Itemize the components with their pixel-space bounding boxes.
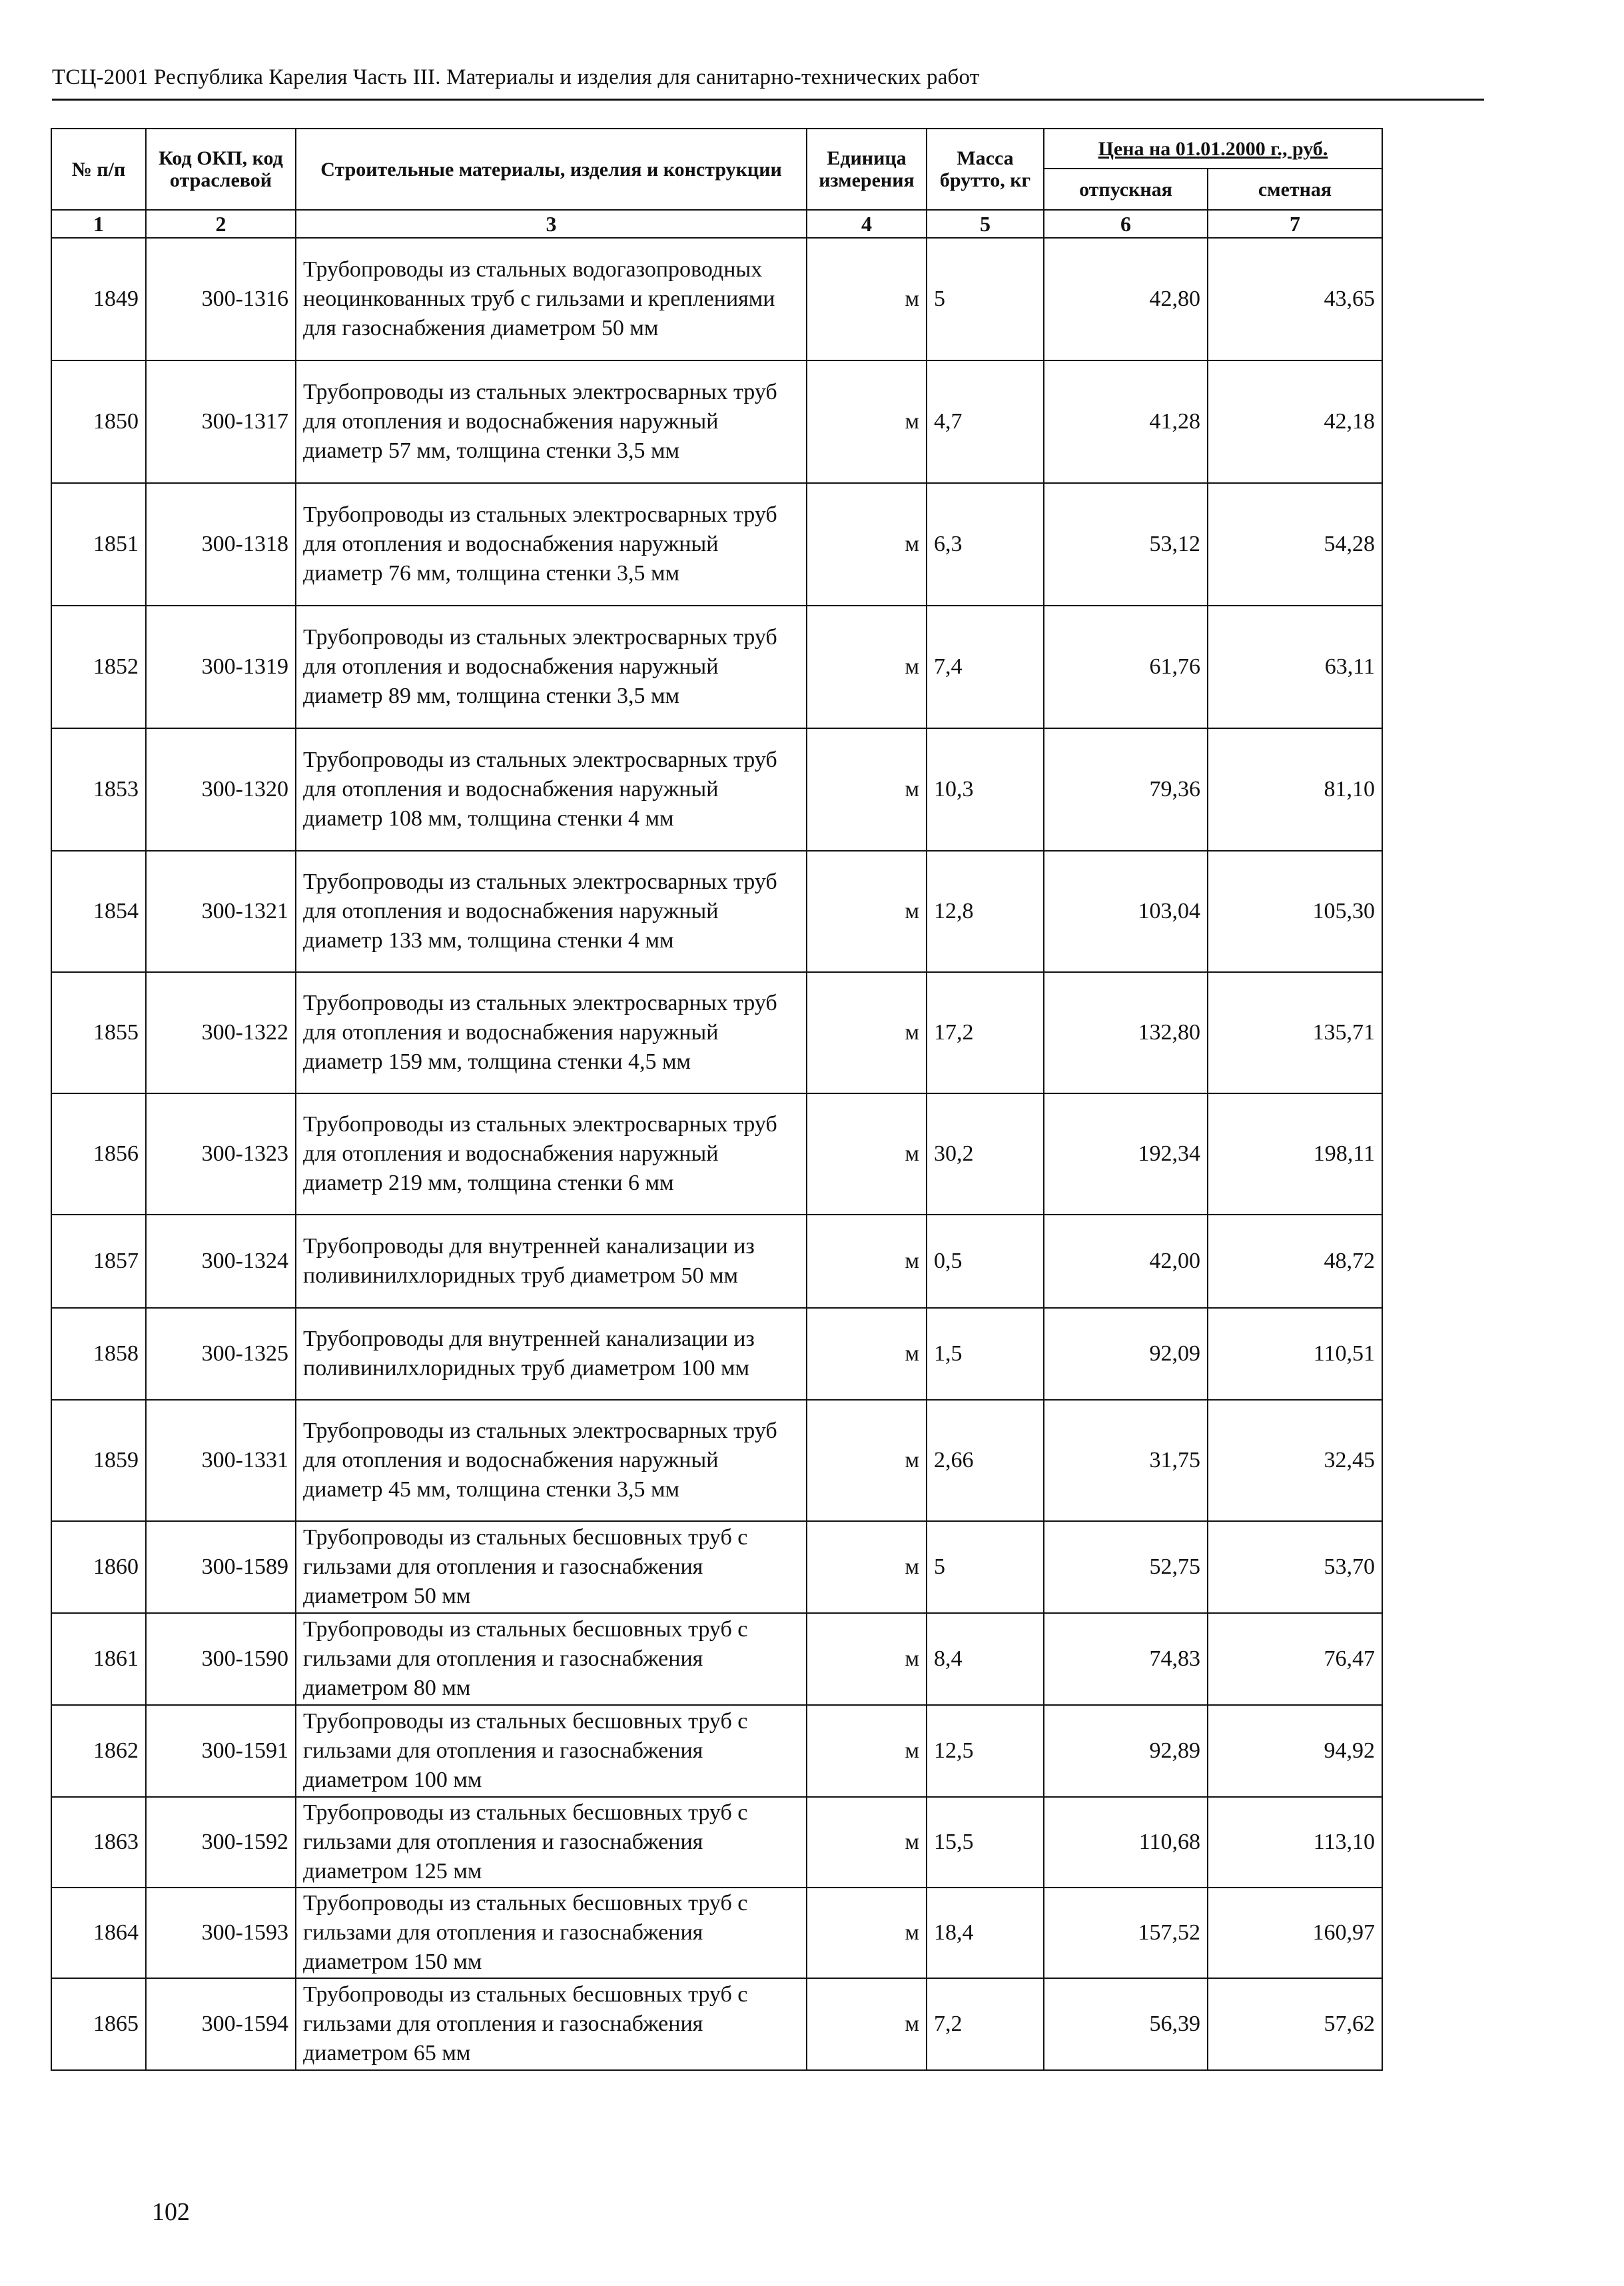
- unit-of-measure: м: [807, 1613, 927, 1705]
- unit-of-measure: м: [807, 1093, 927, 1215]
- release-price: 31,75: [1044, 1400, 1208, 1521]
- table-row: [51, 1888, 1382, 1978]
- table-row: [51, 606, 1382, 728]
- unit-of-measure: м: [807, 1215, 927, 1308]
- okp-code: 300-1594: [146, 1978, 296, 2070]
- okp-code: 300-1317: [146, 360, 296, 483]
- table-body: [51, 238, 1382, 2070]
- gross-mass: 7,2: [927, 1978, 1044, 2070]
- unit-of-measure: м: [807, 360, 927, 483]
- release-price: 74,83: [1044, 1613, 1208, 1705]
- release-price: 132,80: [1044, 972, 1208, 1093]
- material-name: Трубопроводы из стальных бесшовных труб с гильзами для отопления и газоснабжения диаметром 65 мм: [296, 1978, 807, 2070]
- gross-mass: 2,66: [927, 1400, 1044, 1521]
- release-price: 41,28: [1044, 360, 1208, 483]
- estimate-price: 57,62: [1208, 1978, 1382, 2070]
- material-name: Трубопроводы для внутренней канализации из поливинилхлоридных труб диаметром 50 мм: [296, 1215, 807, 1308]
- running-header: ТСЦ-2001 Республика Карелия Часть III. Материалы и изделия для санитарно-технических работ: [52, 65, 980, 89]
- row-number: 1857: [51, 1215, 146, 1308]
- column-number: 6: [1044, 210, 1208, 238]
- estimate-price: 54,28: [1208, 483, 1382, 606]
- release-price: 53,12: [1044, 483, 1208, 606]
- column-number-row: [51, 210, 1382, 238]
- okp-code: 300-1589: [146, 1521, 296, 1613]
- row-number: 1856: [51, 1093, 146, 1215]
- column-number: 1: [51, 210, 146, 238]
- unit-of-measure: м: [807, 972, 927, 1093]
- okp-code: 300-1590: [146, 1613, 296, 1705]
- material-name: Трубопроводы из стальных электросварных труб для отопления и водоснабжения наружный диаметр 108 мм, толщина стенки 4 мм: [296, 728, 807, 851]
- unit-of-measure: м: [807, 728, 927, 851]
- table-row: [51, 851, 1382, 972]
- release-price: 61,76: [1044, 606, 1208, 728]
- gross-mass: 30,2: [927, 1093, 1044, 1215]
- material-name: Трубопроводы из стальных бесшовных труб с гильзами для отопления и газоснабжения диаметром 100 мм: [296, 1705, 807, 1797]
- estimate-price: 63,11: [1208, 606, 1382, 728]
- material-name: Трубопроводы из стальных бесшовных труб с гильзами для отопления и газоснабжения диаметром 50 мм: [296, 1521, 807, 1613]
- row-number: 1854: [51, 851, 146, 972]
- unit-of-measure: м: [807, 851, 927, 972]
- row-number: 1855: [51, 972, 146, 1093]
- estimate-price: 94,92: [1208, 1705, 1382, 1797]
- material-name: Трубопроводы из стальных электросварных труб для отопления и водоснабжения наружный диаметр 57 мм, толщина стенки 3,5 мм: [296, 360, 807, 483]
- okp-code: 300-1325: [146, 1308, 296, 1400]
- material-name: Трубопроводы для внутренней канализации из поливинилхлоридных труб диаметром 100 мм: [296, 1308, 807, 1400]
- release-price: 42,00: [1044, 1215, 1208, 1308]
- header-release-price: отпускная: [1044, 169, 1208, 210]
- unit-of-measure: м: [807, 1705, 927, 1797]
- okp-code: 300-1592: [146, 1797, 296, 1888]
- header-unit: Единица измерения: [807, 129, 927, 210]
- okp-code: 300-1319: [146, 606, 296, 728]
- unit-of-measure: м: [807, 1978, 927, 2070]
- okp-code: 300-1322: [146, 972, 296, 1093]
- table-row: [51, 360, 1382, 483]
- row-number: 1865: [51, 1978, 146, 2070]
- material-name: Трубопроводы из стальных бесшовных труб с гильзами для отопления и газоснабжения диаметром 80 мм: [296, 1613, 807, 1705]
- release-price: 42,80: [1044, 238, 1208, 360]
- estimate-price: 113,10: [1208, 1797, 1382, 1888]
- row-number: 1861: [51, 1613, 146, 1705]
- unit-of-measure: м: [807, 1888, 927, 1978]
- estimate-price: 135,71: [1208, 972, 1382, 1093]
- header-price-group: Цена на 01.01.2000 г., руб.: [1044, 129, 1382, 169]
- gross-mass: 7,4: [927, 606, 1044, 728]
- gross-mass: 17,2: [927, 972, 1044, 1093]
- table-row: [51, 1705, 1382, 1797]
- header-code: Код ОКП, код отраслевой: [146, 129, 296, 210]
- table-row: [51, 1400, 1382, 1521]
- row-number: 1860: [51, 1521, 146, 1613]
- column-number: 5: [927, 210, 1044, 238]
- row-number: 1864: [51, 1888, 146, 1978]
- estimate-price: 160,97: [1208, 1888, 1382, 1978]
- release-price: 92,09: [1044, 1308, 1208, 1400]
- okp-code: 300-1321: [146, 851, 296, 972]
- gross-mass: 12,5: [927, 1705, 1044, 1797]
- row-number: 1849: [51, 238, 146, 360]
- release-price: 103,04: [1044, 851, 1208, 972]
- table-row: [51, 238, 1382, 360]
- gross-mass: 10,3: [927, 728, 1044, 851]
- table-row: [51, 1093, 1382, 1215]
- column-number: 2: [146, 210, 296, 238]
- estimate-price: 198,11: [1208, 1093, 1382, 1215]
- release-price: 56,39: [1044, 1978, 1208, 2070]
- table-row: [51, 1613, 1382, 1705]
- gross-mass: 8,4: [927, 1613, 1044, 1705]
- header-rule: [52, 99, 1484, 101]
- material-name: Трубопроводы из стальных водогазопроводных неоцинкованных труб с гильзами и креплениями для газоснабжения диаметром 50 мм: [296, 238, 807, 360]
- gross-mass: 5: [927, 238, 1044, 360]
- release-price: 79,36: [1044, 728, 1208, 851]
- row-number: 1858: [51, 1308, 146, 1400]
- estimate-price: 42,18: [1208, 360, 1382, 483]
- material-name: Трубопроводы из стальных электросварных труб для отопления и водоснабжения наружный диаметр 76 мм, толщина стенки 3,5 мм: [296, 483, 807, 606]
- material-name: Трубопроводы из стальных электросварных труб для отопления и водоснабжения наружный диаметр 159 мм, толщина стенки 4,5 мм: [296, 972, 807, 1093]
- estimate-price: 32,45: [1208, 1400, 1382, 1521]
- table-row: [51, 1308, 1382, 1400]
- row-number: 1853: [51, 728, 146, 851]
- material-name: Трубопроводы из стальных бесшовных труб с гильзами для отопления и газоснабжения диаметром 150 мм: [296, 1888, 807, 1978]
- estimate-price: 53,70: [1208, 1521, 1382, 1613]
- row-number: 1852: [51, 606, 146, 728]
- table-row: [51, 1797, 1382, 1888]
- gross-mass: 0,5: [927, 1215, 1044, 1308]
- okp-code: 300-1331: [146, 1400, 296, 1521]
- column-number: 3: [296, 210, 807, 238]
- header-name: Строительные материалы, изделия и конструкции: [296, 129, 807, 210]
- unit-of-measure: м: [807, 483, 927, 606]
- material-name: Трубопроводы из стальных электросварных труб для отопления и водоснабжения наружный диаметр 133 мм, толщина стенки 4 мм: [296, 851, 807, 972]
- release-price: 52,75: [1044, 1521, 1208, 1613]
- okp-code: 300-1324: [146, 1215, 296, 1308]
- table-row: [51, 483, 1382, 606]
- table-row: [51, 972, 1382, 1093]
- gross-mass: 6,3: [927, 483, 1044, 606]
- okp-code: 300-1318: [146, 483, 296, 606]
- estimate-price: 105,30: [1208, 851, 1382, 972]
- table-row: [51, 1978, 1382, 2070]
- material-name: Трубопроводы из стальных бесшовных труб с гильзами для отопления и газоснабжения диаметром 125 мм: [296, 1797, 807, 1888]
- okp-code: 300-1593: [146, 1888, 296, 1978]
- estimate-price: 76,47: [1208, 1613, 1382, 1705]
- unit-of-measure: м: [807, 1400, 927, 1521]
- row-number: 1863: [51, 1797, 146, 1888]
- page-number: 102: [152, 2198, 190, 2226]
- price-table: [51, 128, 1383, 2071]
- table-row: [51, 1521, 1382, 1613]
- row-number: 1862: [51, 1705, 146, 1797]
- gross-mass: 18,4: [927, 1888, 1044, 1978]
- row-number: 1850: [51, 360, 146, 483]
- table-row: [51, 1215, 1382, 1308]
- release-price: 192,34: [1044, 1093, 1208, 1215]
- unit-of-measure: м: [807, 1521, 927, 1613]
- material-name: Трубопроводы из стальных электросварных труб для отопления и водоснабжения наружный диаметр 89 мм, толщина стенки 3,5 мм: [296, 606, 807, 728]
- okp-code: 300-1316: [146, 238, 296, 360]
- estimate-price: 81,10: [1208, 728, 1382, 851]
- row-number: 1851: [51, 483, 146, 606]
- release-price: 92,89: [1044, 1705, 1208, 1797]
- header-num: № п/п: [51, 129, 146, 210]
- header-mass: Масса брутто, кг: [927, 129, 1044, 210]
- okp-code: 300-1320: [146, 728, 296, 851]
- unit-of-measure: м: [807, 1308, 927, 1400]
- release-price: 157,52: [1044, 1888, 1208, 1978]
- material-name: Трубопроводы из стальных электросварных труб для отопления и водоснабжения наружный диаметр 45 мм, толщина стенки 3,5 мм: [296, 1400, 807, 1521]
- gross-mass: 1,5: [927, 1308, 1044, 1400]
- gross-mass: 5: [927, 1521, 1044, 1613]
- okp-code: 300-1323: [146, 1093, 296, 1215]
- gross-mass: 12,8: [927, 851, 1044, 972]
- estimate-price: 43,65: [1208, 238, 1382, 360]
- estimate-price: 48,72: [1208, 1215, 1382, 1308]
- material-name: Трубопроводы из стальных электросварных труб для отопления и водоснабжения наружный диаметр 219 мм, толщина стенки 6 мм: [296, 1093, 807, 1215]
- header-estimate-price: сметная: [1208, 169, 1382, 210]
- gross-mass: 4,7: [927, 360, 1044, 483]
- unit-of-measure: м: [807, 606, 927, 728]
- column-number: 7: [1208, 210, 1382, 238]
- table-row: [51, 728, 1382, 851]
- okp-code: 300-1591: [146, 1705, 296, 1797]
- unit-of-measure: м: [807, 1797, 927, 1888]
- release-price: 110,68: [1044, 1797, 1208, 1888]
- column-number: 4: [807, 210, 927, 238]
- gross-mass: 15,5: [927, 1797, 1044, 1888]
- estimate-price: 110,51: [1208, 1308, 1382, 1400]
- row-number: 1859: [51, 1400, 146, 1521]
- unit-of-measure: м: [807, 238, 927, 360]
